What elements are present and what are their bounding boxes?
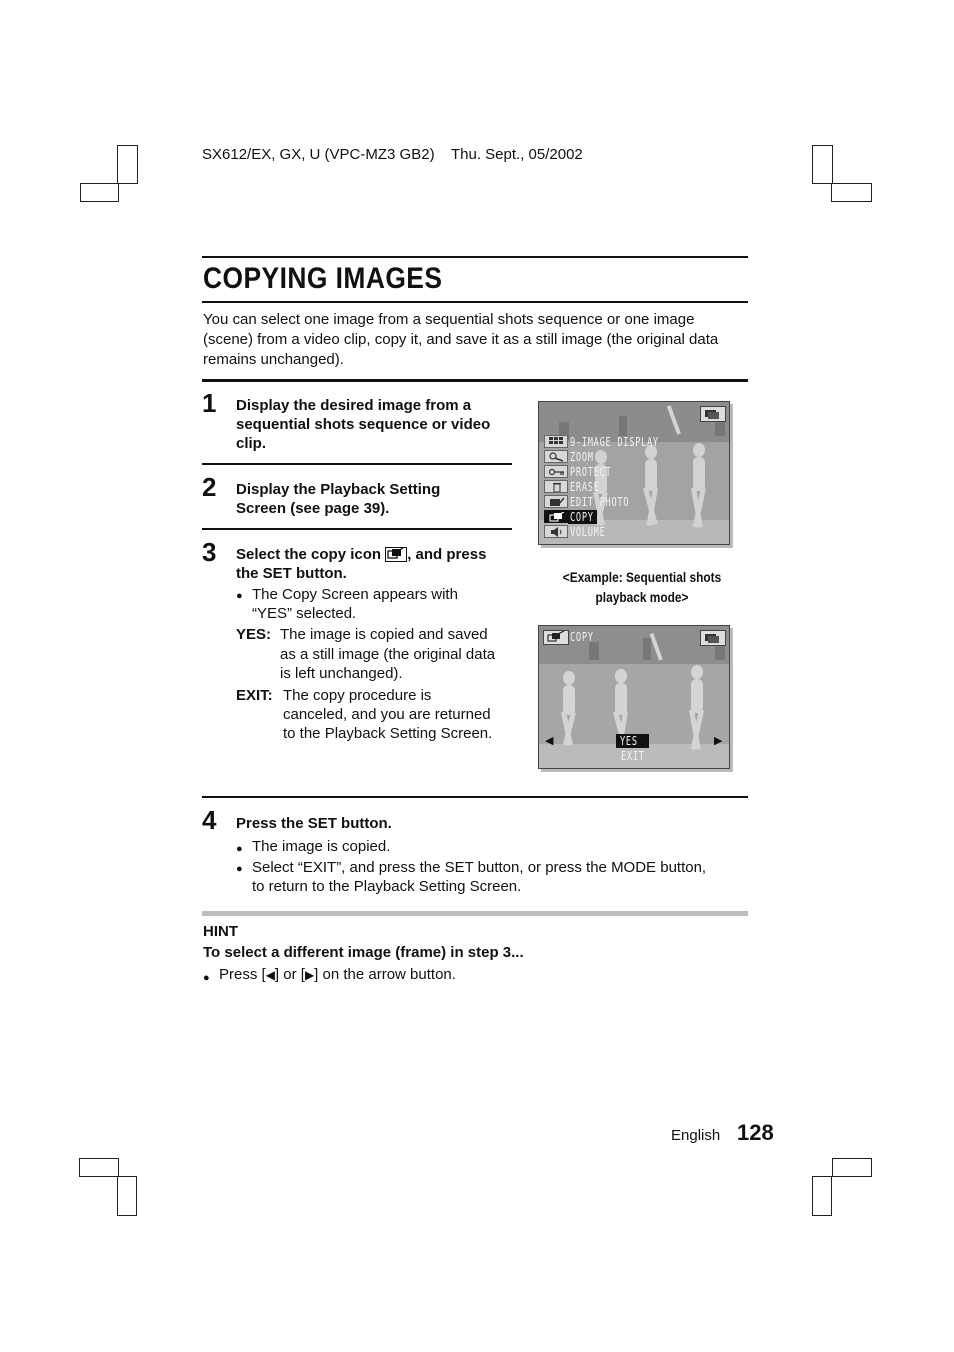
crop-mark [812, 145, 833, 184]
step-2-text: Display the Playback Setting Screen (see page 39). [236, 481, 441, 517]
right-arrow-icon[interactable]: ▶ [714, 735, 723, 747]
crop-mark [117, 1176, 137, 1216]
menu-item-copy: COPY [570, 510, 594, 524]
step-3-bullet: The Copy Screen appears with “YES” selected. [252, 586, 458, 622]
footer-language: English [671, 1127, 721, 1144]
steps-top-rule [202, 379, 748, 382]
sequence-icon [700, 406, 726, 422]
trash-icon [544, 480, 568, 493]
step-4-text: Press the SET button. [236, 815, 392, 832]
crop-mark [79, 1158, 119, 1177]
intro-paragraph: You can select one image from a sequential shots sequence or one image (scene) from a video clip, copy it, and save it as a still image (the original data remains unchanged). [203, 311, 719, 368]
left-arrow-icon: ◀ [265, 968, 275, 982]
menu-item-protect: PROTECT [570, 465, 612, 479]
header-date: Thu. Sept., 05/2002 [450, 146, 583, 163]
speaker-icon [544, 525, 568, 538]
step-number: 3 [202, 537, 217, 567]
right-arrow-icon: ▶ [304, 968, 315, 982]
copy-screen-title: COPY [570, 630, 594, 644]
step-4-bullet: Select “EXIT”, and press the SET button, or press the MODE button, to return to the Playback Setting Screen. [252, 859, 707, 895]
menu-item-zoom: ZOOM [570, 450, 594, 464]
step-3-text: Select the copy icon , and press the SET button. [236, 546, 487, 582]
edit-photo-icon [544, 495, 568, 508]
crop-mark [812, 1176, 832, 1216]
copy-icon [543, 630, 569, 645]
yes-description: YES: The image is copied and saved as a still image (the original data is left unchanged). [236, 626, 496, 682]
step-1-text: Display the desired image from a sequential shots sequence or video clip. [236, 397, 491, 452]
header-model: SX612/EX, GX, U (VPC-MZ3 GB2) [202, 146, 435, 163]
step-divider [202, 528, 512, 530]
grid-icon [544, 435, 568, 448]
menu-item-erase: ERASE [570, 480, 600, 494]
crop-mark [117, 145, 138, 184]
step-divider [202, 463, 512, 465]
step-number: 1 [202, 388, 217, 418]
hint-label: HINT [203, 923, 238, 940]
hint-bullet: Press [◀] or [▶] on the arrow button. [219, 966, 456, 983]
crop-mark [831, 183, 872, 202]
step-4-rule [202, 796, 748, 798]
magnifier-icon [544, 450, 568, 463]
crop-mark [832, 1158, 872, 1177]
left-arrow-icon[interactable]: ◀ [545, 735, 554, 747]
title-bottom-rule [202, 301, 748, 303]
hint-bar [202, 911, 748, 916]
copy-icon [385, 547, 407, 562]
menu-item-9-image-display: 9-IMAGE DISPLAY [570, 435, 659, 449]
hint-subtitle: To select a different image (frame) in step 3... [203, 944, 524, 961]
screenshot-caption: <Example: Sequential shots playback mode> [562, 569, 722, 605]
playback-menu-screenshot [538, 401, 730, 545]
yes-option[interactable]: YES [620, 734, 638, 748]
key-icon [544, 465, 568, 478]
document-header [202, 146, 583, 163]
step-number: 4 [202, 805, 217, 835]
page-number: 128 [737, 1120, 774, 1145]
step-number: 2 [202, 472, 217, 502]
step-4-bullet: The image is copied. [252, 838, 391, 855]
exit-description: EXIT: The copy procedure is canceled, and you are returned to the Playback Setting Screen. [236, 687, 493, 742]
crop-mark [80, 183, 119, 202]
copy-screen-screenshot [538, 625, 730, 769]
copy-icon [544, 510, 568, 523]
title-top-rule [202, 256, 748, 258]
page-title: COPYING IMAGES [203, 262, 443, 295]
sequence-icon [700, 630, 726, 646]
menu-item-volume: VOLUME [570, 525, 606, 539]
menu-item-edit-photo: EDIT PHOTO [570, 495, 630, 509]
exit-option[interactable]: EXIT [621, 749, 645, 763]
